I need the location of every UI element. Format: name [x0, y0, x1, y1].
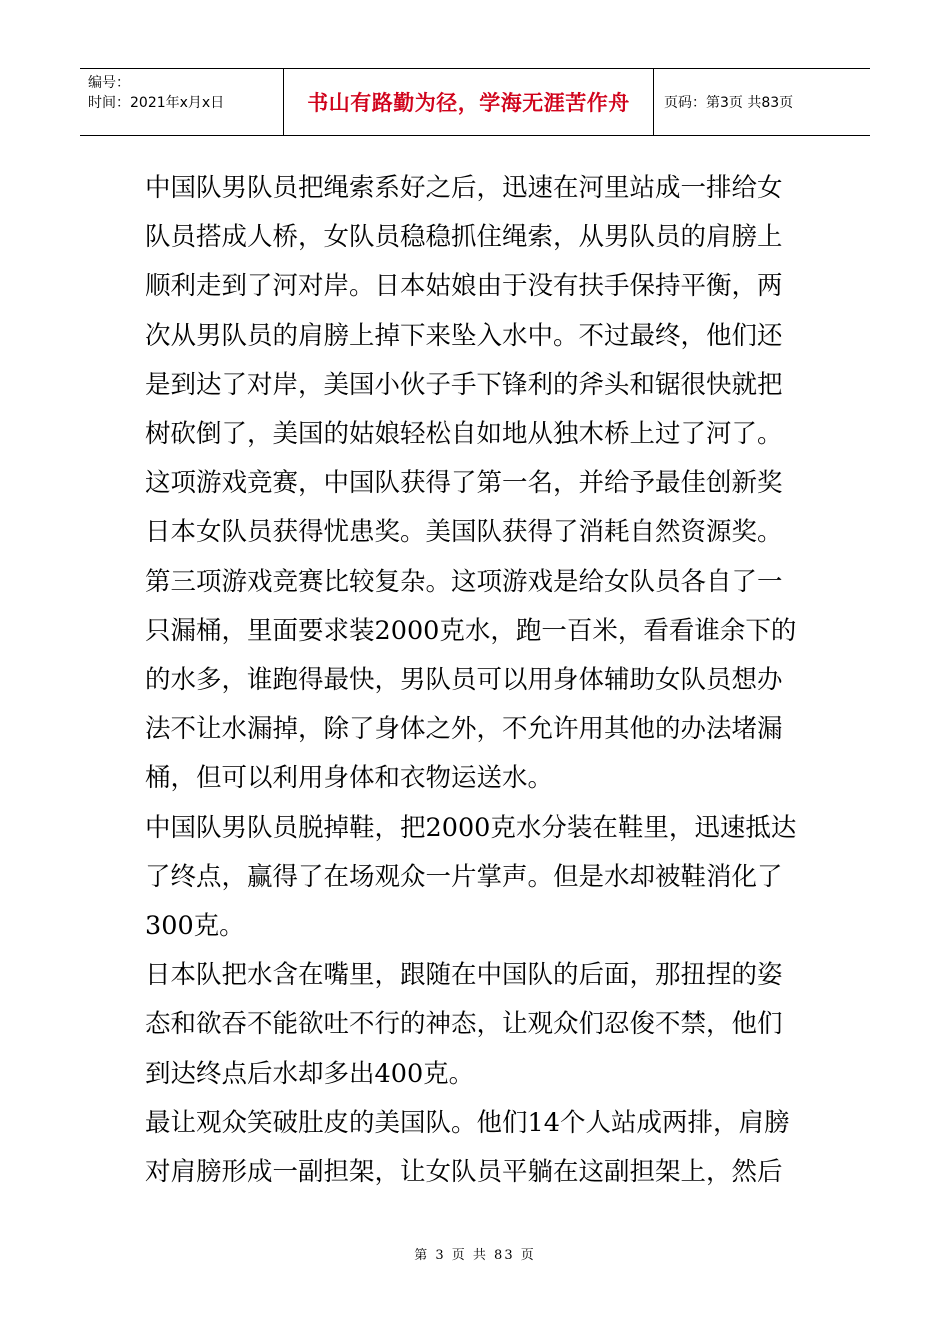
text-line: 顺利走到了河对岸。日本姑娘由于没有扶手保持平衡，两	[145, 271, 783, 302]
text-line: 这项游戏竞赛，中国队获得了第一名，并给予最佳创新奖	[145, 468, 783, 499]
text-line: 是到达了对岸，美国小伙子手下锋利的斧头和锯很快就把	[145, 369, 783, 400]
text-line: 到达终点后水却多出400克。	[145, 1058, 475, 1089]
text-line: 中国队男队员把绳索系好之后，迅速在河里站成一排给女	[145, 173, 783, 203]
text-line: 法不让水漏掉，除了身体之外，不允许用其他的办法堵漏	[145, 714, 783, 745]
text-line: 态和欲吞不能欲吐不行的神态，让观众们忍俊不禁，他们	[145, 1009, 783, 1040]
text-line: 桶，但可以利用身体和衣物运送水。	[145, 763, 554, 794]
text-line: 的水多，谁跑得最快，男队员可以用身体辅助女队员想办	[145, 665, 783, 696]
text-line: 日本队把水含在嘴里，跟随在中国队的后面，那扭捏的姿	[145, 960, 783, 991]
text-line: 最让观众笑破肚皮的美国队。他们14个人站成两排，肩膀	[145, 1107, 790, 1138]
text-line: 次从男队员的肩膀上掉下来坠入水中。不过最终，他们还	[145, 320, 783, 351]
text-line: 对肩膀形成一副担架，让女队员平躺在这副担架上，然后	[145, 1157, 783, 1188]
header-motto: 书山有路勤为径，学海无涯苦作舟	[283, 69, 654, 135]
page-header	[80, 68, 870, 136]
document-body	[145, 164, 810, 1197]
text-line: 日本女队员获得忧患奖。美国队获得了消耗自然资源奖。	[145, 517, 783, 548]
text-line: 第三项游戏竞赛比较复杂。这项游戏是给女队员各自了一	[145, 566, 783, 597]
text-line: 了终点，赢得了在场观众一片掌声。但是水却被鞋消化了	[145, 861, 783, 892]
text-line: 树砍倒了，美国的姑娘轻松自如地从独木桥上过了河了。	[145, 419, 783, 450]
text-line: 300克。	[145, 911, 245, 942]
text-line: 中国队男队员脱掉鞋，把2000克水分装在鞋里，迅速抵达	[145, 812, 797, 843]
page-footer: 第 3 页 共 83 页	[414, 1248, 536, 1263]
document-time-label: 时间：2021年x月x日	[88, 95, 225, 111]
header-page-info: 页码：第3页 共83页	[664, 95, 794, 111]
document-number-label: 编号：	[88, 75, 130, 91]
header-meta	[80, 69, 283, 135]
text-line: 只漏桶，里面要求装2000克水，跑一百米，看看谁余下的	[145, 615, 797, 646]
text-line: 队员搭成人桥，女队员稳稳抓住绳索，从男队员的肩膀上	[145, 222, 783, 253]
